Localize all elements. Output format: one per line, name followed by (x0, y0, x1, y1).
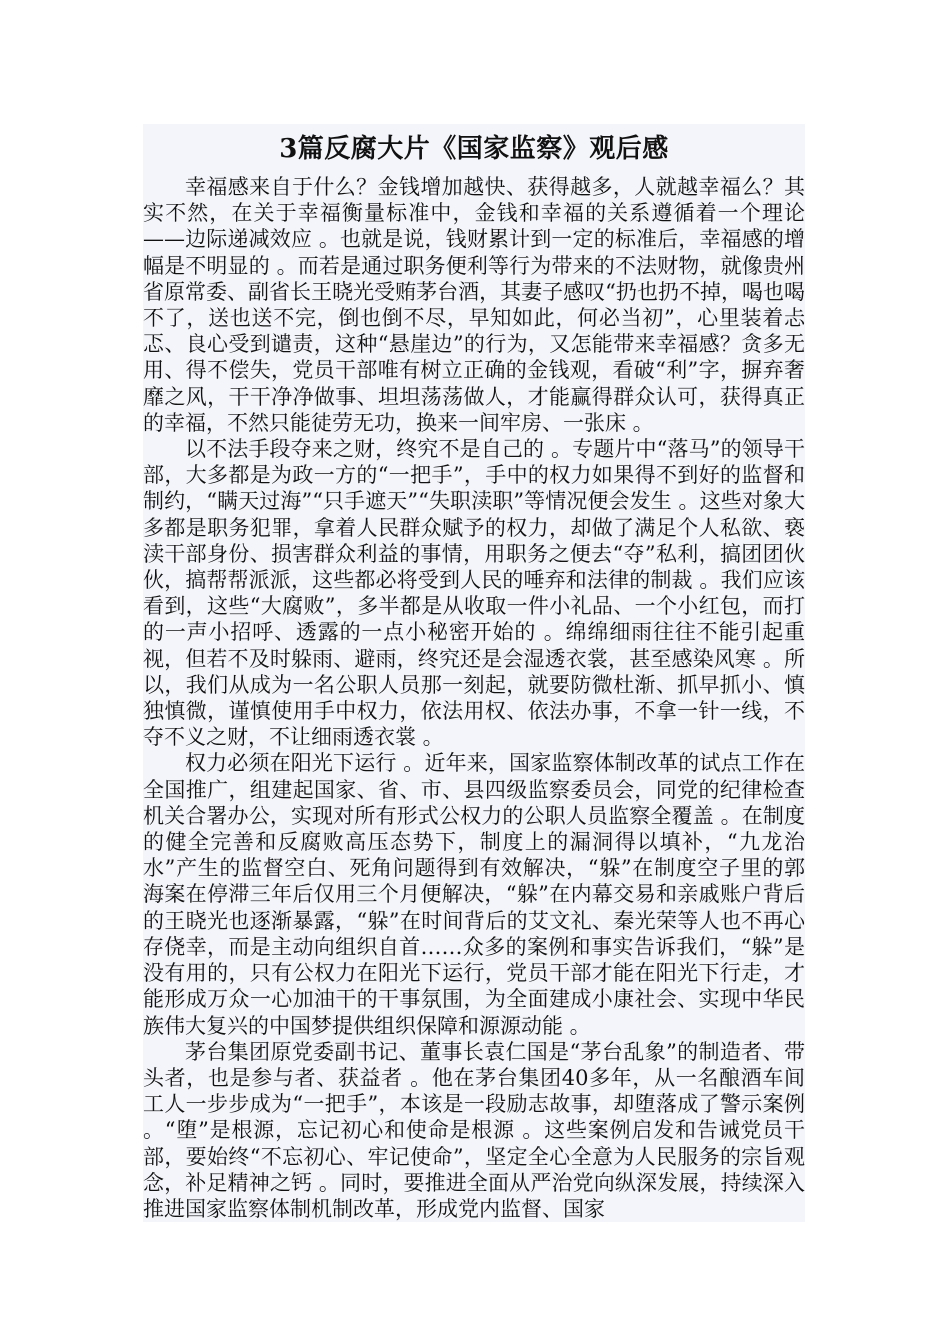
paragraph-4: 茅台集团原党委副书记、董事长袁仁国是“茅台乱象”的制造者、带头者，也是参与者、获益者 。他在茅台集团40多年，从一名酿酒车间工人一步步成为“一把手”，本该是一段励志故事，却堕落成了警示案例 。“堕”是根源，忘记初心和使命是根源 。这些案例启发和告诫党员干部，要始终“不忘初心、牢记使命”，坚定全心全意为人民服务的宗旨观念，补足精神之钙 。同时，要推进全面从严治党向纵深发展，持续深入推进国家监察体制机制改革，形成党内监督、国家 (143, 1039, 805, 1221)
paragraph-3: 权力必须在阳光下运行 。近年来，国家监察体制改革的试点工作在全国推广，组建起国家、省、市、县四级监察委员会，同党的纪律检查机关合署办公，实现对所有形式公权力的公职人员监察全覆盖 。在制度的健全完善和反腐败高压态势下，制度上的漏洞得以填补，“九龙治水”产生的监督空白、死角问题得到有效解决，“躲”在制度空子里的郭海案在停滞三年后仅用三个月便解决，“躲”在内幕交易和亲戚账户背后的王晓光也逐渐暴露，“躲”在时间背后的艾文礼、秦光荣等人也不再心存侥幸，而是主动向组织自首……众多的案例和事实告诉我们，“躲”是没有用的，只有公权力在阳光下运行，党员干部才能在阳光下行走，才能形成万众一心加油干的干事氛围，为全面建成小康社会、实现中华民族伟大复兴的中国梦提供组织保障和源源动能 。 (143, 751, 805, 1038)
paragraph-1: 幸福感来自于什么？金钱增加越快、获得越多，人就越幸福么？其实不然，在关于幸福衡量标准中，金钱和幸福的关系遵循着一个理论——边际递减效应 。也就是说，钱财累计到一定的标准后，幸福感的增幅是不明显的 。而若是通过职务便利等行为带来的不法财物，就像贵州省原常委、副省长王晓光受贿茅台酒，其妻子感叹“扔也扔不掉，喝也喝不了，送也送不完，倒也倒不尽，早知如此，何必当初”，心里装着忐忑、良心受到谴责，这种“悬崖边”的行为，又怎能带来幸福感？贪多无用、得不偿失，党员干部唯有树立正确的金钱观，看破“利”字，摒弃奢靡之风，干干净净做事、坦坦荡荡做人，才能赢得群众认可，获得真正的幸福，不然只能徒劳无功，换来一间牢房、一张床 。 (143, 175, 805, 435)
paragraph-2: 以不法手段夺来之财，终究不是自己的 。专题片中“落马”的领导干部，大多都是为政一方的“一把手”，手中的权力如果得不到好的监督和制约，“瞒天过海”“只手遮天”“失职渎职”等情况便会发生 。这些对象大多都是职务犯罪，拿着人民群众赋予的权力，却做了满足个人私欲、亵渎干部身份、损害群众利益的事情，用职务之便去“夺”私利，搞团团伙伙，搞帮帮派派，这些都必将受到人民的唾弃和法律的制裁 。我们应该看到，这些“大腐败”，多半都是从收取一件小礼品、一个小红包，而打的一声小招呼、透露的一点小秘密开始的 。绵绵细雨往往不能引起重视，但若不及时躲雨、避雨，终究还是会湿透衣裳，甚至感染风寒 。所以，我们从成为一名公职人员那一刻起，就要防微杜渐、抓早抓小、慎独慎微，谨慎使用手中权力，依法用权、依法办事，不拿一针一线，不夺不义之财，不让细雨透衣裳 。 (143, 437, 805, 750)
document-title: 3篇反腐大片《国家监察》观后感 (279, 134, 669, 164)
document-text-block (143, 124, 805, 1222)
